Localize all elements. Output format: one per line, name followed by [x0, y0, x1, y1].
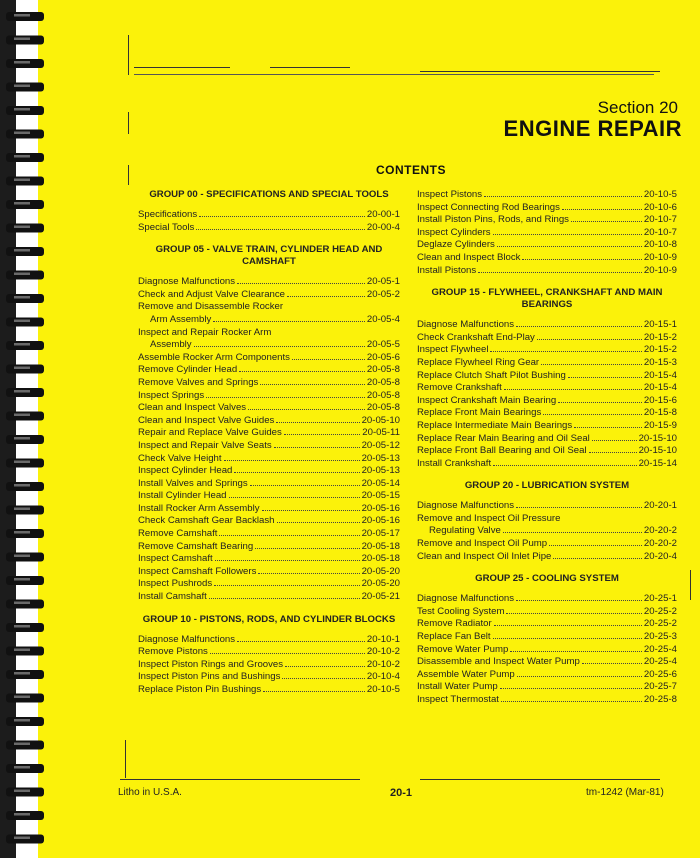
toc-entry: [138, 453, 400, 466]
toc-entry-page: 20-25-7: [643, 681, 677, 693]
toc-entry: [138, 402, 400, 415]
dot-leader: [517, 676, 642, 677]
toc-entry-page: 20-10-5: [366, 684, 400, 695]
toc-entry: [417, 252, 677, 265]
toc-entry: [417, 631, 677, 644]
dot-leader: [592, 440, 637, 441]
toc-entry-title: Remove Cylinder Head: [138, 364, 238, 376]
toc-entry-page: 20-15-10: [638, 432, 677, 444]
toc-entry-page: 20-15-9: [643, 419, 677, 431]
toc-entry-title: Assemble Rocker Arm Components: [138, 351, 290, 363]
toc-entry: [417, 370, 677, 383]
toc-entry-page: 20-05-18: [361, 540, 400, 552]
toc-entry-title: Replace Front Main Bearings: [417, 407, 542, 419]
toc-entry: [417, 593, 677, 606]
toc-entry-page: 20-10-2: [366, 658, 400, 670]
toc-entry: [138, 528, 400, 541]
toc-entry: [138, 478, 400, 491]
toc-entry-page: 20-05-8: [366, 389, 400, 401]
toc-entry-page: 20-10-9: [643, 264, 677, 276]
dot-leader: [196, 229, 365, 230]
toc-entry-title: Install Camshaft: [138, 591, 207, 603]
toc-entry: [417, 681, 677, 694]
toc-entry-page: 20-05-5: [366, 339, 400, 351]
toc-entry-page: 20-05-18: [361, 553, 400, 565]
toc-entry-page: 20-05-16: [361, 515, 400, 527]
toc-entry-title: Install Piston Pins, Rods, and Rings: [417, 214, 569, 226]
toc-entry: [417, 382, 677, 395]
dot-leader: [510, 651, 642, 652]
toc-entry-page: 20-05-2: [366, 288, 400, 300]
toc-entry: [417, 525, 677, 538]
toc-entry-page: 20-05-8: [366, 376, 400, 388]
toc-entry: [417, 551, 677, 564]
dot-leader: [493, 465, 636, 466]
toc-entry: [138, 222, 400, 235]
toc-entry-title: Inspect Cylinders: [417, 226, 491, 238]
dot-leader: [582, 663, 642, 664]
dot-leader: [504, 389, 642, 390]
dot-leader: [516, 507, 642, 508]
toc-entry-page: 20-15-3: [643, 356, 677, 368]
toc-entry-title: Clean and Inspect Valve Guides: [138, 414, 275, 426]
toc-entry: [417, 407, 677, 420]
toc-entry-page: 20-05-10: [361, 414, 400, 426]
toc-entry-page: 20-10-1: [366, 633, 400, 645]
toc-entry-page: 20-15-2: [643, 344, 677, 356]
toc-group-heading: GROUP 05 - VALVE TRAIN, CYLINDER HEAD AND CAMSHAFT: [155, 244, 383, 268]
toc-entry-page: 20-15-1: [643, 319, 677, 331]
toc-left-column: [138, 189, 400, 697]
toc-entry: [417, 357, 677, 370]
footer-doc-id: tm-1242 (Mar-81): [586, 787, 664, 798]
toc-entry-page: 20-05-14: [361, 477, 400, 489]
toc-entry: [138, 515, 400, 528]
toc-entry-title: Inspect Pistons: [417, 189, 483, 200]
dot-leader: [258, 573, 359, 574]
toc-entry: [417, 669, 677, 682]
toc-entry: [138, 440, 400, 453]
toc-entry: [138, 541, 400, 554]
toc-entry: [138, 415, 400, 428]
toc-entry: [417, 500, 677, 513]
toc-entry-title: Check Valve Height: [138, 452, 222, 464]
toc-entry: [138, 566, 400, 579]
toc-entry-title: Inspect Cylinder Head: [138, 465, 233, 477]
dot-leader: [277, 522, 360, 523]
toc-entry: [138, 377, 400, 390]
toc-entry-title: Remove and Inspect Oil Pressure: [417, 512, 561, 524]
toc-entry-title: Replace Flywheel Ring Gear: [417, 356, 540, 368]
margin-rule: [128, 35, 129, 75]
toc-entry-page: 20-00-4: [366, 221, 400, 233]
toc-entry-title: Replace Rear Main Bearing and Oil Seal: [417, 432, 590, 444]
dot-leader: [484, 196, 642, 197]
toc-entry-page: 20-10-9: [643, 251, 677, 263]
toc-entry: [417, 458, 677, 471]
dot-leader: [537, 339, 642, 340]
toc-entry: [417, 445, 677, 458]
margin-rule: [128, 165, 129, 185]
toc-entry: [138, 314, 400, 327]
toc-entry-title: Diagnose Malfunctions: [138, 633, 236, 645]
toc-entry-page: 20-05-8: [366, 402, 400, 414]
toc-entry-title: Repair and Replace Valve Guides: [138, 427, 282, 439]
toc-group-heading: GROUP 00 - SPECIFICATIONS AND SPECIAL TOOLS: [149, 189, 389, 200]
dot-leader: [490, 351, 641, 352]
toc-entry-page: 20-05-13: [361, 465, 400, 477]
toc-entry-title: Inspect Crankshaft Main Bearing: [417, 394, 557, 406]
toc-entry-title: Replace Piston Pin Bushings: [138, 684, 262, 695]
dot-leader: [282, 678, 365, 679]
toc-entry-page: 20-25-2: [643, 605, 677, 617]
header-rule: [134, 74, 654, 75]
toc-entry-page: 20-25-6: [643, 668, 677, 680]
toc-entry-title: Check Camshaft Gear Backlash: [138, 515, 275, 527]
footer-rule: [120, 779, 360, 780]
toc-entry: [417, 344, 677, 357]
dot-leader: [276, 422, 359, 423]
toc-entry: [417, 656, 677, 669]
toc-entry-title: Clean and Inspect Oil Inlet Pipe: [417, 550, 552, 562]
toc-entry-title: Check Crankshaft End-Play: [417, 331, 535, 343]
toc-entry-page: 20-05-20: [361, 578, 400, 590]
toc-entry: [138, 289, 400, 302]
toc-entry-title: Inspect Piston Rings and Grooves: [138, 658, 284, 670]
toc-entry-page: 20-05-4: [366, 313, 400, 325]
dot-leader: [209, 598, 360, 599]
dot-leader: [255, 548, 359, 549]
toc-entry-title: Replace Fan Belt: [417, 631, 491, 643]
toc-entry-title: Replace Clutch Shaft Pilot Bushing: [417, 369, 566, 381]
dot-leader: [210, 653, 365, 654]
toc-entry-page: 20-05-11: [362, 427, 400, 439]
margin-rule: [125, 740, 126, 778]
contents-heading: CONTENTS: [376, 163, 446, 177]
dot-leader: [493, 638, 642, 639]
toc-entry-page: 20-05-8: [366, 364, 400, 376]
toc-entry-title: Inspect and Repair Valve Seats: [138, 439, 272, 451]
toc-entry-title: Clean and Inspect Valves: [138, 402, 247, 414]
toc-entry: [138, 659, 400, 672]
toc-entry-page: 20-15-6: [643, 394, 677, 406]
header-rule: [420, 71, 660, 72]
toc-entry-page: 20-10-2: [366, 646, 400, 658]
toc-entry-page: 20-25-1: [643, 593, 677, 605]
toc-entry: [138, 646, 400, 659]
toc-entry-title: Install Valves and Springs: [138, 477, 248, 489]
toc-entry-page: 20-20-2: [643, 525, 677, 537]
dot-leader: [287, 296, 365, 297]
dot-leader: [239, 371, 365, 372]
dot-leader: [284, 434, 360, 435]
footer-litho: Litho in U.S.A.: [118, 787, 182, 798]
toc-group-heading: GROUP 15 - FLYWHEEL, CRANKSHAFT AND MAIN BEARINGS: [431, 287, 663, 311]
toc-entry: [138, 634, 400, 647]
toc-entry-title: Clean and Inspect Block: [417, 251, 521, 263]
toc-entry-page: 20-05-15: [361, 490, 400, 502]
toc-entry: [417, 265, 677, 278]
toc-entry-title: Disassemble and Inspect Water Pump: [417, 656, 580, 668]
toc-entry: [138, 427, 400, 440]
toc-entry-title: Check and Adjust Valve Clearance: [138, 288, 286, 300]
toc-entry-page: 20-20-4: [643, 550, 677, 562]
dot-leader: [574, 427, 642, 428]
dot-leader: [237, 641, 365, 642]
toc-entry: [417, 395, 677, 408]
toc-entry: [138, 684, 400, 697]
toc-entry-page: 20-00-1: [366, 209, 400, 220]
dot-leader: [571, 221, 642, 222]
toc-entry-title: Remove and Inspect Oil Pump: [417, 538, 548, 550]
toc-entry-page: 20-10-4: [366, 671, 400, 683]
toc-entry: [417, 538, 677, 551]
toc-entry-title: Special Tools: [138, 221, 195, 233]
dot-leader: [248, 409, 365, 410]
toc-entry-page: 20-15-8: [643, 407, 677, 419]
toc-entry-page: 20-10-6: [643, 201, 677, 213]
section-title: ENGINE REPAIR: [503, 116, 682, 141]
toc-entry-page: 20-25-2: [643, 618, 677, 630]
toc-group-heading: GROUP 20 - LUBRICATION SYSTEM: [464, 480, 630, 492]
dot-leader: [500, 688, 642, 689]
toc-entry-title: Test Cooling System: [417, 605, 505, 617]
dot-leader: [543, 414, 642, 415]
dot-leader: [568, 377, 642, 378]
toc-right-column: [417, 189, 677, 707]
toc-entry-page: 20-05-16: [361, 502, 400, 514]
toc-entry-title: Install Rocker Arm Assembly: [138, 502, 260, 514]
toc-entry-page: 20-05-6: [366, 351, 400, 363]
toc-entry: [138, 578, 400, 591]
dot-leader: [522, 259, 641, 260]
dot-leader: [285, 666, 365, 667]
dot-leader: [558, 402, 642, 403]
dot-leader: [478, 272, 642, 273]
toc-entry-title: Diagnose Malfunctions: [417, 500, 515, 512]
toc-entry: [138, 465, 400, 478]
dot-leader: [219, 535, 359, 536]
toc-entry: [138, 276, 400, 289]
dot-leader: [516, 326, 642, 327]
dot-leader: [506, 613, 641, 614]
dot-leader: [494, 625, 642, 626]
toc-entry: [417, 202, 677, 215]
toc-entry: [417, 618, 677, 631]
toc-entry-page: 20-15-4: [643, 369, 677, 381]
dot-leader: [516, 600, 642, 601]
toc-entry-title: Remove Water Pump: [417, 643, 509, 655]
toc-entry-page: 20-05-1: [366, 276, 400, 288]
toc-entry-title: Replace Front Ball Bearing and Oil Seal: [417, 445, 587, 457]
toc-entry-title: Inspect Springs: [138, 389, 205, 401]
toc-entry-page: 20-05-17: [361, 528, 400, 540]
dot-leader: [215, 560, 360, 561]
toc-entry-title: Diagnose Malfunctions: [417, 319, 515, 331]
toc-entry-page: 20-15-4: [643, 382, 677, 394]
toc-entry-title: Inspect Camshaft: [138, 553, 213, 565]
toc-entry-title: Inspect Pushrods: [138, 578, 213, 590]
dot-leader: [562, 209, 642, 210]
toc-entry-title: Install Crankshaft: [417, 457, 492, 469]
dot-leader: [237, 283, 365, 284]
spiral-binding: [0, 0, 48, 858]
toc-entry-page: 20-15-2: [643, 331, 677, 343]
toc-entry-title: Regulating Valve: [429, 525, 501, 537]
dot-leader: [224, 460, 360, 461]
dot-leader: [263, 691, 365, 692]
toc-entry-page: 20-25-4: [643, 643, 677, 655]
header-rule: [134, 67, 230, 68]
toc-entry-page: 20-25-8: [643, 694, 677, 705]
toc-entry: [138, 339, 400, 352]
dot-leader: [292, 359, 365, 360]
dot-leader: [229, 497, 360, 498]
toc-group-heading: GROUP 25 - COOLING SYSTEM: [475, 573, 619, 585]
toc-entry-title: Inspect Connecting Rod Bearings: [417, 201, 560, 213]
toc-entry: [138, 591, 400, 604]
toc-entry: [138, 553, 400, 566]
toc-entry-title: Remove Camshaft Bearing: [138, 540, 254, 552]
toc-entry-page: 20-05-21: [361, 591, 400, 603]
toc-entry: [138, 490, 400, 503]
toc-entry-page: 20-15-14: [638, 457, 677, 469]
toc-entry-title: Inspect and Repair Rocker Arm: [138, 326, 272, 338]
toc-entry: [417, 239, 677, 252]
toc-entry-page: 20-05-12: [361, 439, 400, 451]
toc-entry-page: 20-05-20: [361, 565, 400, 577]
toc-entry: [417, 644, 677, 657]
toc-entry-page: 20-10-8: [643, 239, 677, 251]
toc-entry-title: Assemble Water Pump: [417, 668, 515, 680]
toc-entry: [417, 214, 677, 227]
dot-leader: [260, 384, 365, 385]
margin-rule: [128, 112, 129, 134]
dot-leader: [199, 216, 365, 217]
toc-entry-title: Assembly: [150, 339, 192, 351]
toc-entry-title: Diagnose Malfunctions: [138, 276, 236, 288]
dot-leader: [503, 532, 642, 533]
dot-leader: [501, 701, 642, 702]
toc-entry: [138, 364, 400, 377]
dot-leader: [274, 447, 360, 448]
dot-leader: [213, 321, 365, 322]
toc-entry-title: Remove and Disassemble Rocker: [138, 301, 284, 313]
toc-entry-page: 20-05-13: [361, 452, 400, 464]
toc-entry: [417, 227, 677, 240]
toc-entry-title: Remove Crankshaft: [417, 382, 502, 394]
toc-entry-page: 20-10-5: [643, 189, 677, 200]
toc-entry: [138, 671, 400, 684]
toc-entry-page: 20-15-10: [638, 445, 677, 457]
toc-entry-title: Replace Intermediate Main Bearings: [417, 419, 573, 431]
toc-entry-page: 20-10-7: [643, 226, 677, 238]
toc-entry-title: Remove Valves and Springs: [138, 376, 259, 388]
toc-entry: [138, 352, 400, 365]
toc-entry: [417, 332, 677, 345]
toc-entry-title: Specifications: [138, 209, 198, 220]
dot-leader: [541, 364, 642, 365]
toc-entry: [138, 390, 400, 403]
toc-entry-page: 20-20-1: [643, 500, 677, 512]
toc-entry: [417, 606, 677, 619]
dot-leader: [194, 346, 365, 347]
toc-entry-title: Arm Assembly: [150, 313, 212, 325]
toc-entry-title: Inspect Piston Pins and Bushings: [138, 671, 281, 683]
toc-entry-title: Install Water Pump: [417, 681, 498, 693]
toc-entry: [417, 694, 677, 707]
toc-entry-page: 20-20-2: [643, 538, 677, 550]
toc-entry-title: Remove Camshaft: [138, 528, 218, 540]
footer-page-number: 20-1: [390, 787, 413, 799]
toc-entry-page: 20-25-4: [643, 656, 677, 668]
dot-leader: [589, 452, 637, 453]
dot-leader: [234, 472, 359, 473]
dot-leader: [553, 558, 642, 559]
toc-entry: [417, 189, 677, 202]
toc-entry-title: Diagnose Malfunctions: [417, 593, 515, 605]
dot-leader: [206, 397, 365, 398]
toc-entry-title: Deglaze Cylinders: [417, 239, 495, 251]
toc-entry-title: Remove Radiator: [417, 618, 492, 630]
section-number: Section 20: [597, 98, 678, 117]
dot-leader: [497, 246, 642, 247]
footer-rule: [420, 779, 660, 780]
toc-entry-title: Install Pistons: [417, 264, 477, 276]
toc-entry: [417, 513, 677, 526]
toc-group-heading: GROUP 10 - PISTONS, RODS, AND CYLINDER BLOCKS: [142, 613, 396, 625]
toc-entry-title: Inspect Camshaft Followers: [138, 565, 257, 577]
toc-entry-title: Inspect Thermostat: [417, 694, 499, 705]
toc-entry: [417, 420, 677, 433]
toc-entry: [138, 327, 400, 340]
toc-entry: [138, 209, 400, 222]
toc-entry: [417, 319, 677, 332]
toc-entry-title: Remove Pistons: [138, 646, 208, 658]
toc-entry-title: Install Cylinder Head: [138, 490, 227, 502]
margin-rule: [690, 570, 691, 600]
dot-leader: [262, 510, 360, 511]
toc-entry-page: 20-10-7: [643, 214, 677, 226]
toc-entry-title: Inspect Flywheel: [417, 344, 489, 356]
toc-entry: [138, 503, 400, 516]
toc-entry-page: 20-25-3: [643, 631, 677, 643]
toc-entry: [138, 301, 400, 314]
dot-leader: [549, 545, 642, 546]
toc-entry: [417, 433, 677, 446]
dot-leader: [493, 234, 642, 235]
header-rule: [270, 67, 350, 68]
dot-leader: [250, 485, 360, 486]
dot-leader: [214, 585, 359, 586]
